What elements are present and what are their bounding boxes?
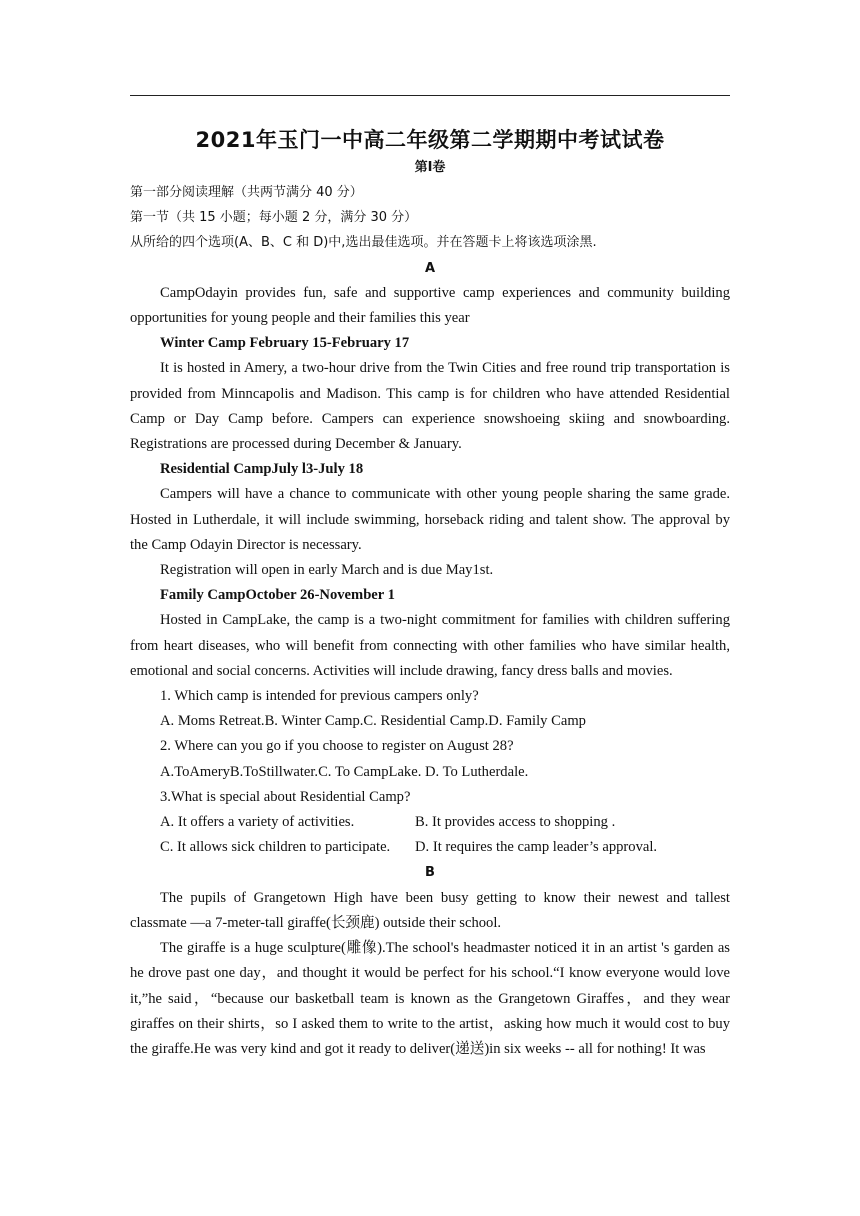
option-a: A. It offers a variety of activities.: [160, 814, 355, 831]
question-1-options: A. Moms Retreat.B. Winter Camp.C. Residential Camp.D. Family Camp: [160, 713, 586, 730]
page-content: [130, 122, 730, 1062]
instruction-line: 第一部分阅读理解（共两节满分 40 分）: [130, 185, 363, 200]
passage-b-para-2: The giraffe is a huge sculpture(雕像).The school's headmaster noticed it in an artist 's garden as he drove past one day，and thought it would be perfect for his school.“I know everyone would love it,”he said，“because our basketball team is known as the Grangetown Giraffes，and they wear giraffes on their shirts，so I asked them to write to the artist，asking how much it would cost to buy the giraffe.He was very kind and got it ready to deliver(递送)in six weeks -- all for nothing! It was: [130, 940, 730, 1057]
family-camp-text: Hosted in CampLake, the camp is a two-night commitment for families with children suffering from heart diseases, who will benefit from connecting with other families who have similar health, emotional and social concerns. Activities will include drawing, fancy dress balls and movies.: [130, 612, 730, 679]
passage-b-label: B: [425, 865, 435, 881]
residential-camp-heading: Residential CampJuly l3-July 18: [160, 461, 364, 478]
question-2-options: A.ToAmeryB.ToStillwater.C. To CampLake. D. To Lutherdale.: [160, 763, 529, 780]
option-c: C. It allows sick children to participate.: [160, 839, 391, 856]
option-d: D. It requires the camp leader’s approval.: [415, 839, 658, 856]
question-3: 3.What is special about Residential Camp?: [160, 788, 411, 805]
instruction-line: 第一节（共 15 小题；每小题 2 分，满分 30 分）: [130, 210, 418, 226]
exam-title: 2021年玉门一中高二年级第二学期期中考试试卷: [195, 128, 665, 152]
exam-subtitle: 第I卷: [414, 160, 446, 175]
instruction-line: 从所给的四个选项(A、B、C 和 D)中,选出最佳选项。并在答题卡上将该选项涂黑.: [130, 235, 597, 251]
passage-a-intro: CampOdayin provides fun, safe and supportive camp experiences and community building opportunities for young people and their families this year: [130, 284, 730, 327]
question-1: 1. Which camp is intended for previous campers only?: [160, 688, 479, 705]
passage-b-para-1: The pupils of Grangetown High have been busy getting to know their newest and tallest classmate —a 7-meter-tall giraffe(长颈鹿) outside their school.: [130, 889, 730, 931]
question-3-options-row-1: [130, 810, 730, 835]
passage-a-label: A: [424, 260, 436, 276]
residential-camp-text: Campers will have a chance to communicate with other young people sharing the same grade. Hosted in Lutherdale, it will include swimming, horseback riding and talent show. The approval by the Camp Odayin Director is necessary.: [130, 486, 730, 553]
option-b: B. It provides access to shopping .: [415, 814, 616, 831]
question-3-options-row-2: [130, 835, 730, 860]
header-rule: [130, 95, 730, 96]
registration-text: Registration will open in early March and is due May1st.: [160, 562, 494, 579]
winter-camp-heading: Winter Camp February 15-February 17: [160, 335, 410, 352]
question-2: 2. Where can you go if you choose to register on August 28?: [160, 738, 514, 755]
winter-camp-text: It is hosted in Amery, a two-hour drive from the Twin Cities and free round trip transportation is provided from Minncapolis and Madison. This camp is for children who have attended Residential Camp or Day Camp before. Campers can experience snowshoeing skiing and snowboarding. Registrations are processed during December & January.: [130, 360, 730, 453]
family-camp-heading: Family CampOctober 26-November 1: [160, 587, 395, 604]
